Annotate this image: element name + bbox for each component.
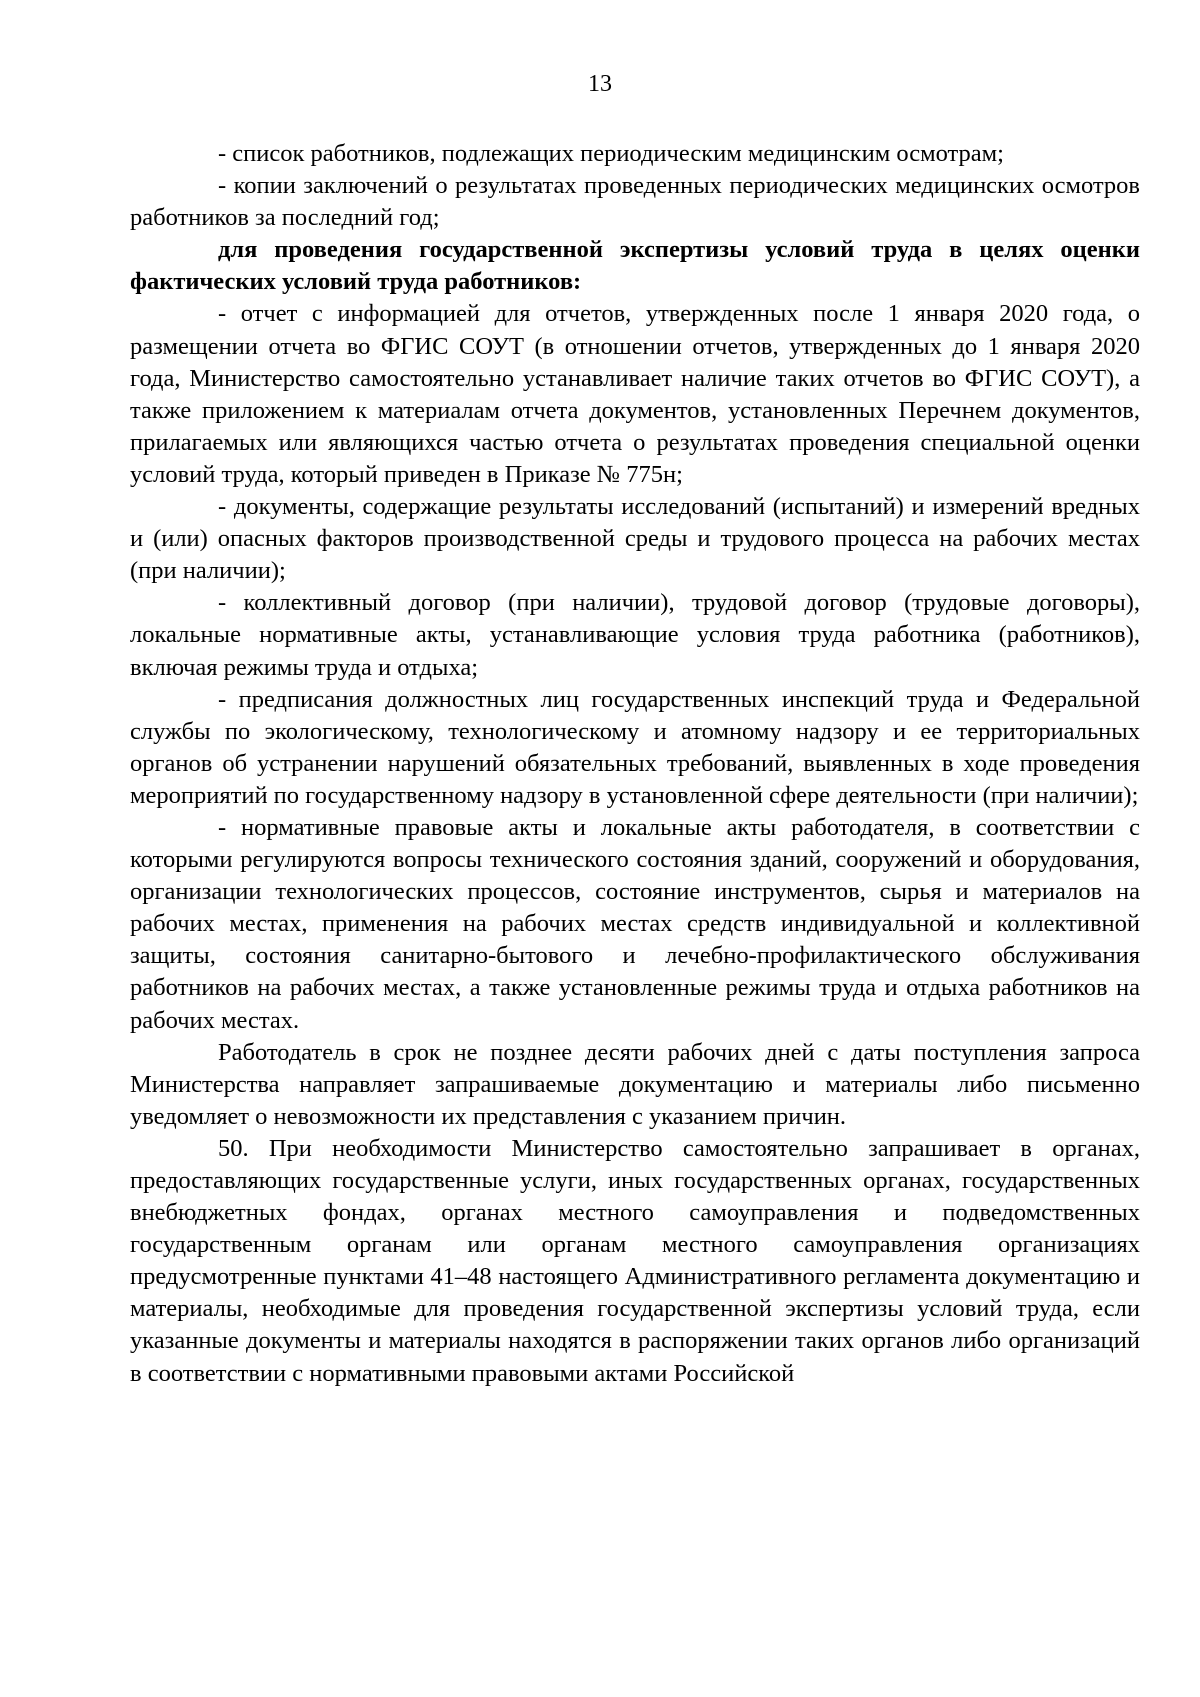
paragraph-sout-report: - отчет с информацией для отчетов, утвержденных после 1 января 2020 года, о размещении отчета во ФГИС СОУТ (в отношении отчетов, утвержденных до 1 января 2020 года, Министерство самостоятельно устанавливает наличие таких отчетов во ФГИС СОУТ), а также приложением к материалам отчета документов, установленных Перечнем документов, прилагаемых или являющихся частью отчета о результатах проведения специальной оценки условий труда, который приведен в Приказе № 775н; <box>130 300 1140 488</box>
paragraph-inspection-orders: - предписания должностных лиц государственных инспекций труда и Федеральной службы по экологическому, технологическому и атомному надзору и ее территориальных органов об устранении нарушений обязательных требований, выявленных в ходе проведения мероприятий по государственному надзору в установленной сфере деятельности (при наличии); <box>130 685 1140 809</box>
paragraph-employer-deadline: Работодатель в срок не позднее десяти рабочих дней с даты поступления запроса Министерства направляет запрашиваемые документацию и материалы либо письменно уведомляет о невозможности их представления с указанием причин. <box>130 1038 1140 1130</box>
page-number: 13 <box>588 71 612 97</box>
paragraph-collective-agreement: - коллективный договор (при наличии), трудовой договор (трудовые договоры), локальные нормативные акты, устанавливающие условия труда работника (работников), включая режимы труда и отдыха; <box>130 589 1140 681</box>
document-body <box>130 138 1140 1390</box>
section-heading: для проведения государственной экспертизы условий труда в целях оценки фактических условий труда работников: <box>130 236 1140 296</box>
paragraph-medical-reports: - копии заключений о результатах проведенных периодических медицинских осмотров работников за последний год; <box>130 172 1140 232</box>
paragraph-item-50: 50. При необходимости Министерство самостоятельно запрашивает в органах, предоставляющих государственные услуги, иных государственных органах, государственных внебюджетных фондах, органах местного самоуправления и подведомственных государственным органам или органам местного самоуправления организациях предусмотренные пунктами 41–48 настоящего Административного регламента документацию и материалы, необходимые для проведения государственной экспертизы условий труда, если указанные документы и материалы находятся в распоряжении таких органов либо организаций в соответствии с нормативными правовыми актами Российской <box>130 1134 1140 1387</box>
paragraph-normative-acts: - нормативные правовые акты и локальные акты работодателя, в соответствии с которыми регулируются вопросы технического состояния зданий, сооружений и оборудования, организации технологических процессов, состояние инструментов, сырья и материалов на рабочих местах, применения на рабочих местах средств индивидуальной и коллективной защиты, состояния санитарно-бытового и лечебно-профилактического обслуживания работников на рабочих местах, а также установленные режимы труда и отдыха работников на рабочих местах. <box>130 813 1140 1034</box>
paragraph-employee-list: - список работников, подлежащих периодическим медицинским осмотрам; <box>218 140 1004 167</box>
paragraph-research-documents: - документы, содержащие результаты исследований (испытаний) и измерений вредных и (или) опасных факторов производственной среды и трудового процесса на рабочих местах (при наличии); <box>130 493 1140 585</box>
